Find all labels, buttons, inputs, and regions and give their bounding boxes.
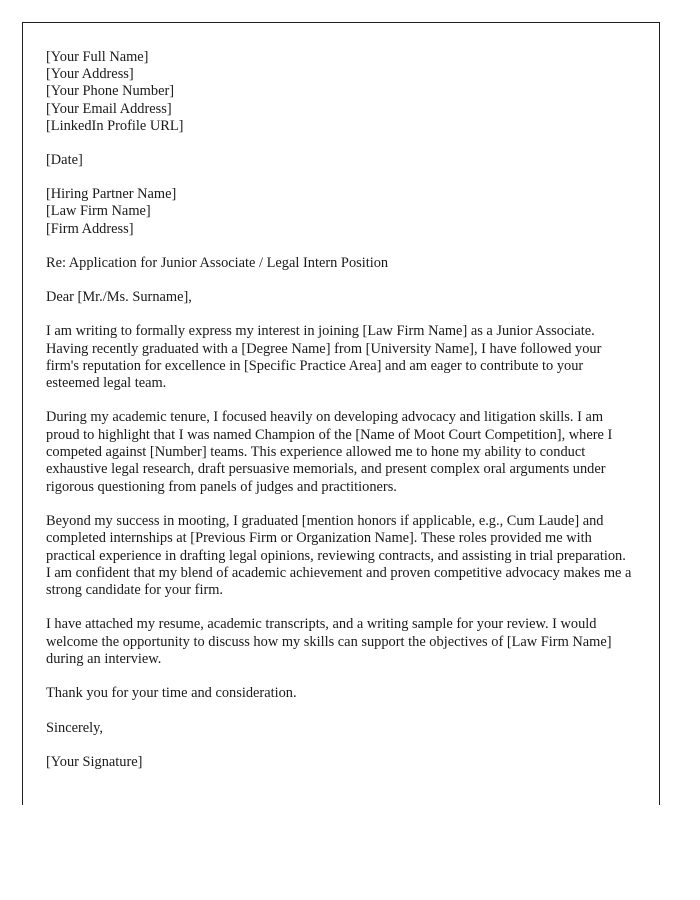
date-line: [Date] (46, 152, 83, 169)
signature-text: [Your Signature] (46, 753, 143, 770)
sender-line: [Your Phone Number] (46, 83, 175, 100)
closing-text: Sincerely, (46, 719, 104, 736)
sender-address-block (46, 49, 633, 135)
subject-text: Re: Application for Junior Associate / Legal Intern Position (46, 254, 389, 271)
document-body (23, 23, 659, 771)
body-paragraph: During my academic tenure, I focused heavily on developing advocacy and litigation skills. I am proud to highlight that I was named Champion of the [Name of Moot Court Competition], where I competed against [Number] teams. This experience allowed me to hone my ability to conduct exhaustive legal research, draft persuasive memorials, and present complex oral arguments under rigorous questioning from panels of judges and practitioners. (46, 409, 613, 495)
closing (46, 720, 633, 737)
sender-line: [Your Address] (46, 66, 134, 83)
sender-line: [LinkedIn Profile URL] (46, 117, 184, 134)
recipient-line: [Hiring Partner Name] (46, 186, 177, 203)
subject-line (46, 255, 633, 272)
document-page (22, 22, 660, 805)
signature (46, 754, 633, 771)
body-paragraph: I have attached my resume, academic transcripts, and a writing sample for your review. I would welcome the opportunity to discuss how my skills can support the objectives of [Law Firm Name] during an interview. (46, 616, 612, 667)
body-paragraph: Beyond my success in mooting, I graduated [mention honors if applicable, e.g., Cum Laude] and completed internships at [Previous Firm or Organization Name]. These roles provided me with practical experience in drafting legal opinions, reviewing contracts, and assisting in trial preparation. I am confident that my blend of academic achievement and proven competitive advocacy makes me a strong candidate for your firm. (46, 512, 632, 599)
body-paragraph: Thank you for your time and consideration. (46, 685, 297, 702)
recipient-line: [Law Firm Name] (46, 203, 151, 220)
sender-line: [Your Email Address] (46, 100, 172, 117)
sender-line: [Your Full Name] (46, 49, 149, 65)
recipient-address-block (46, 186, 633, 238)
salutation-text: Dear [Mr./Ms. Surname], (46, 289, 192, 306)
body-paragraph: I am writing to formally express my interest in joining [Law Firm Name] as a Junior Associate. Having recently graduated with a [Degree Name] from [University Name], I have followed your firm's reputation for excellence in [Specific Practice Area] and am eager to contribute to your esteemed legal team. (46, 323, 602, 392)
recipient-line: [Firm Address] (46, 220, 134, 237)
date-block (46, 152, 633, 169)
salutation (46, 289, 633, 306)
